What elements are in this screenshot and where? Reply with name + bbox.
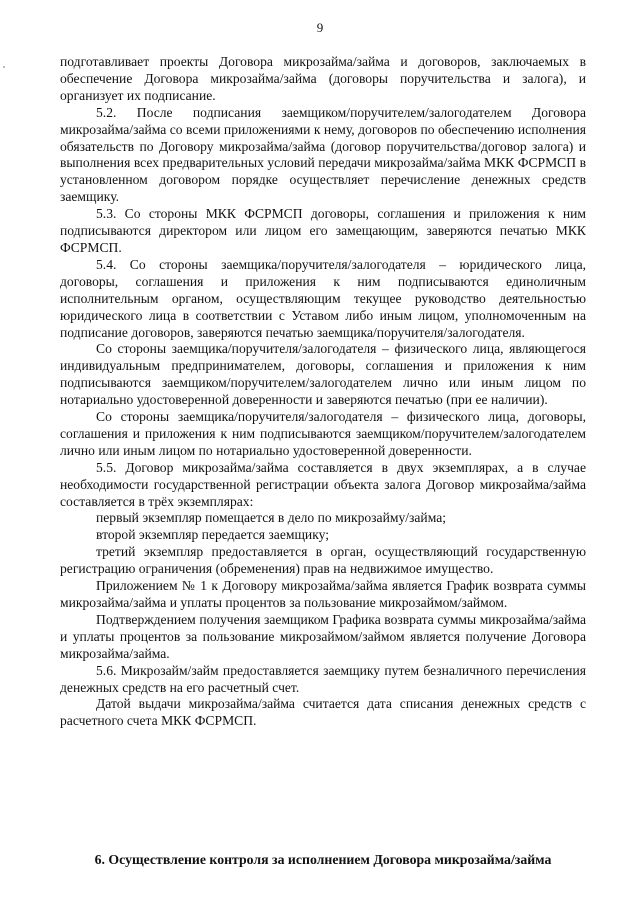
paragraph-5-4-individual-entrepreneur: Со стороны заемщика/поручителя/залогодателя – физического лица, являющегося индивидуальным предпринимателем, договоры, соглашения и приложения к ним подписываются заемщиком/поручителем/залогодателем лично или иным лицом по нотариально удостоверенной доверенности и заверяются печатью (при ее наличии). <box>60 341 586 408</box>
paragraph-5-5: 5.5. Договор микрозайма/займа составляется в двух экземплярах, а в случае необходимости государственной регистрации объекта залога Договор микрозайма/займа составляется в трёх экземплярах: <box>60 459 586 509</box>
list-item-first-copy: первый экземпляр помещается в дело по микрозайму/займа; <box>96 510 447 526</box>
paragraph-5-6: 5.6. Микрозайм/займ предоставляется заемщику путем безналичного перечисления денежных средств на его расчетный счет. <box>60 662 586 695</box>
paragraph-continuation: подготавливает проекты Договора микрозайма/займа и договоров, заключаемых в обеспечение Договора микрозайма/займа (договоры поручительства и залога), и организует их подписание. <box>60 54 586 103</box>
page-number: 9 <box>316 20 324 35</box>
paragraph-5-3: 5.3. Со стороны МКК ФСРМСП договоры, соглашения и приложения к ним подписываются директором или лицом его замещающим, заверяются печатью МКК ФСРМСП. <box>60 206 586 255</box>
list-item-third-copy: третий экземпляр предоставляется в орган, осуществляющий государственную регистрацию ограничения (обременения) прав на недвижимое имущество. <box>60 544 586 577</box>
paragraph-schedule-confirmation: Подтверждением получения заемщиком Графика возврата суммы микрозайма/займа и уплаты процентов за пользование микрозаймом/займом является получение Договора микрозайма/займа. <box>60 611 586 661</box>
paragraph-5-4-individual: Со стороны заемщика/поручителя/залогодателя – физического лица, договоры, соглашения и приложения к ним подписываются заемщиком/поручителем/залогодателем лично или иным лицом по нотариально удостоверенной доверенности. <box>60 409 586 458</box>
paragraph-5-4: 5.4. Со стороны заемщика/поручителя/залогодателя – юридического лица, договоры, соглашения и приложения к ним подписываются единоличным исполнительным органом, осуществляющим текущее руководство деятельностью юридического лица в соответствии с Уставом либо иным лицом, уполномоченным на подписание договоров, заверяются печатью заемщика/поручителя/залогодателя. <box>60 256 586 340</box>
section-heading: 6. Осуществление контроля за исполнением Договора микрозайма/займа <box>94 852 552 867</box>
paragraph-appendix-1: Приложением № 1 к Договору микрозайма/займа является График возврата суммы микрозайма/займа и уплаты процентов за пользование микрозаймом/займом. <box>60 578 586 610</box>
paragraph-issue-date: Датой выдачи микрозайма/займа считается дата списания денежных средств с расчетного счета МКК ФСРМСП. <box>60 696 586 729</box>
paragraph-5-2: 5.2. После подписания заемщиком/поручителем/залогодателем Договора микрозайма/займа со всеми приложениями к нему, договоров по обеспечению исполнения обязательств по Договору микрозайма/займа (договор поручительства/договор залога) и выполнения всех предварительных условий передачи микрозайма/займа МКК ФСРМСП в установленном договором порядке осуществляет перечисление денежных средств заемщику. <box>60 104 586 205</box>
scan-margin-mark <box>3 66 5 68</box>
list-item-second-copy: второй экземпляр передается заемщику; <box>96 527 329 543</box>
document-body <box>60 54 586 730</box>
